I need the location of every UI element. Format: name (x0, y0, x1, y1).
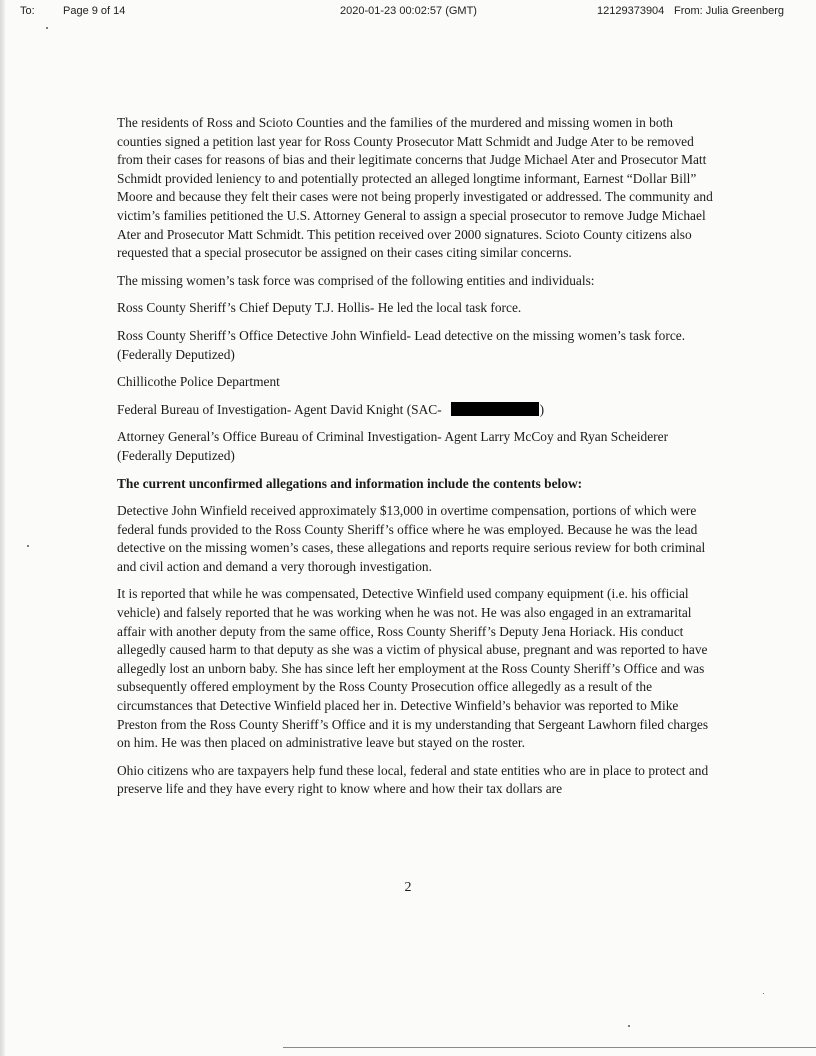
fax-timestamp: 2020-01-23 00:02:57 (GMT) (340, 5, 477, 17)
paragraph-winfield: Ross County Sheriff’s Office Detective John Winfield- Lead detective on the missing women’s task force. (Federally Deputized) (117, 327, 686, 362)
scan-speck (628, 1025, 630, 1027)
paragraph-conduct: It is reported that while he was compensated, Detective Winfield used company equipment (i.e. his official vehicle) and falsely reported that he was working when he was not. He was also engaged in an extramarital affair with another deputy from the same office, Ross County Sheriff’s Deputy Jena Horiack. His conduct allegedly caused harm to that deputy as she was a victim of physical abuse, pregnant and was reported to have allegedly lost an unborn baby. She has since left her employment at the Ross County Sheriff’s Office and was subsequently offered employment by the Ross County Prosecution office allegedly as a result of the circumstances that Detective Winfield placed her in. Detective Winfield’s behavior was reported to Mike Preston from the Ross County Sheriff’s Office and it is my understanding that Sergeant Lawhorn filed charges on him. He was then placed on administrative leave but stayed on the roster. (117, 586, 709, 751)
scan-speck (763, 993, 764, 994)
letter-body (117, 114, 713, 808)
fbi-text-end: ) (539, 401, 545, 417)
scan-speck (27, 545, 29, 547)
bottom-rule (283, 1047, 816, 1048)
page-number: 2 (404, 880, 412, 895)
scan-edge (0, 0, 5, 1056)
fax-header (0, 5, 816, 21)
paragraph-bci: Attorney General’s Office Bureau of Criminal Investigation- Agent Larry McCoy and Ryan Scheiderer (Federally Deputized) (117, 429, 669, 463)
allegations-heading: The current unconfirmed allegations and information include the contents below: (117, 475, 583, 491)
paragraph-task-force-intro: The missing women’s task force was comprised of the following entities and individuals: (117, 272, 595, 288)
paragraph-taxpayers: Ohio citizens who are taxpayers help fund these local, federal and state entities who are in place to protect and preserve life and they have every right to know where and how their tax dollars are (117, 762, 709, 797)
paragraph-hollis: Ross County Sheriff’s Chief Deputy T.J. Hollis- He led the local task force. (117, 300, 522, 316)
fax-to-label: To: (20, 5, 35, 17)
paragraph-petition: The residents of Ross and Scioto Counties and the families of the murdered and missing women in both counties signed a petition last year for Ross County Prosecutor Matt Schmidt and Judge Ater to be removed from their cases for reasons of bias and their legitimate concerns that Judge Michael Ater and Prosecutor Matt Schmidt provided leniency to and potentially protected an alleged longtime informant, Earnest “Dollar Bill” Moore and because they felt their cases were not being properly investigated or addressed. The community and victim’s families petitioned the U.S. Attorney General to assign a special prosecutor to remove Judge Michael Ater and Prosecutor Matt Schmidt. This petition received over 2000 signatures. Scioto County citizens also requested that a special prosecutor be assigned on their cases citing similar concerns. (117, 115, 713, 261)
fax-page-label: Page 9 of 14 (63, 5, 126, 17)
redaction-block (451, 402, 539, 416)
paragraph-fbi (117, 401, 713, 420)
fbi-text: Federal Bureau of Investigation- Agent David Knight (SAC- (117, 401, 442, 417)
scan-speck (46, 27, 48, 29)
fax-number: 12129373904 (597, 5, 665, 17)
fax-from: From: Julia Greenberg (674, 5, 785, 17)
paragraph-overtime: Detective John Winfield received approximately $13,000 in overtime compensation, portions of which were federal funds provided to the Ross County Sheriff’s office where he was employed. Because he was the lead detective on the missing women’s cases, these allegations and reports require serious review for both criminal and civil action and demand a very thorough investigation. (117, 503, 706, 574)
paragraph-chillicothe-pd: Chillicothe Police Department (117, 374, 280, 390)
